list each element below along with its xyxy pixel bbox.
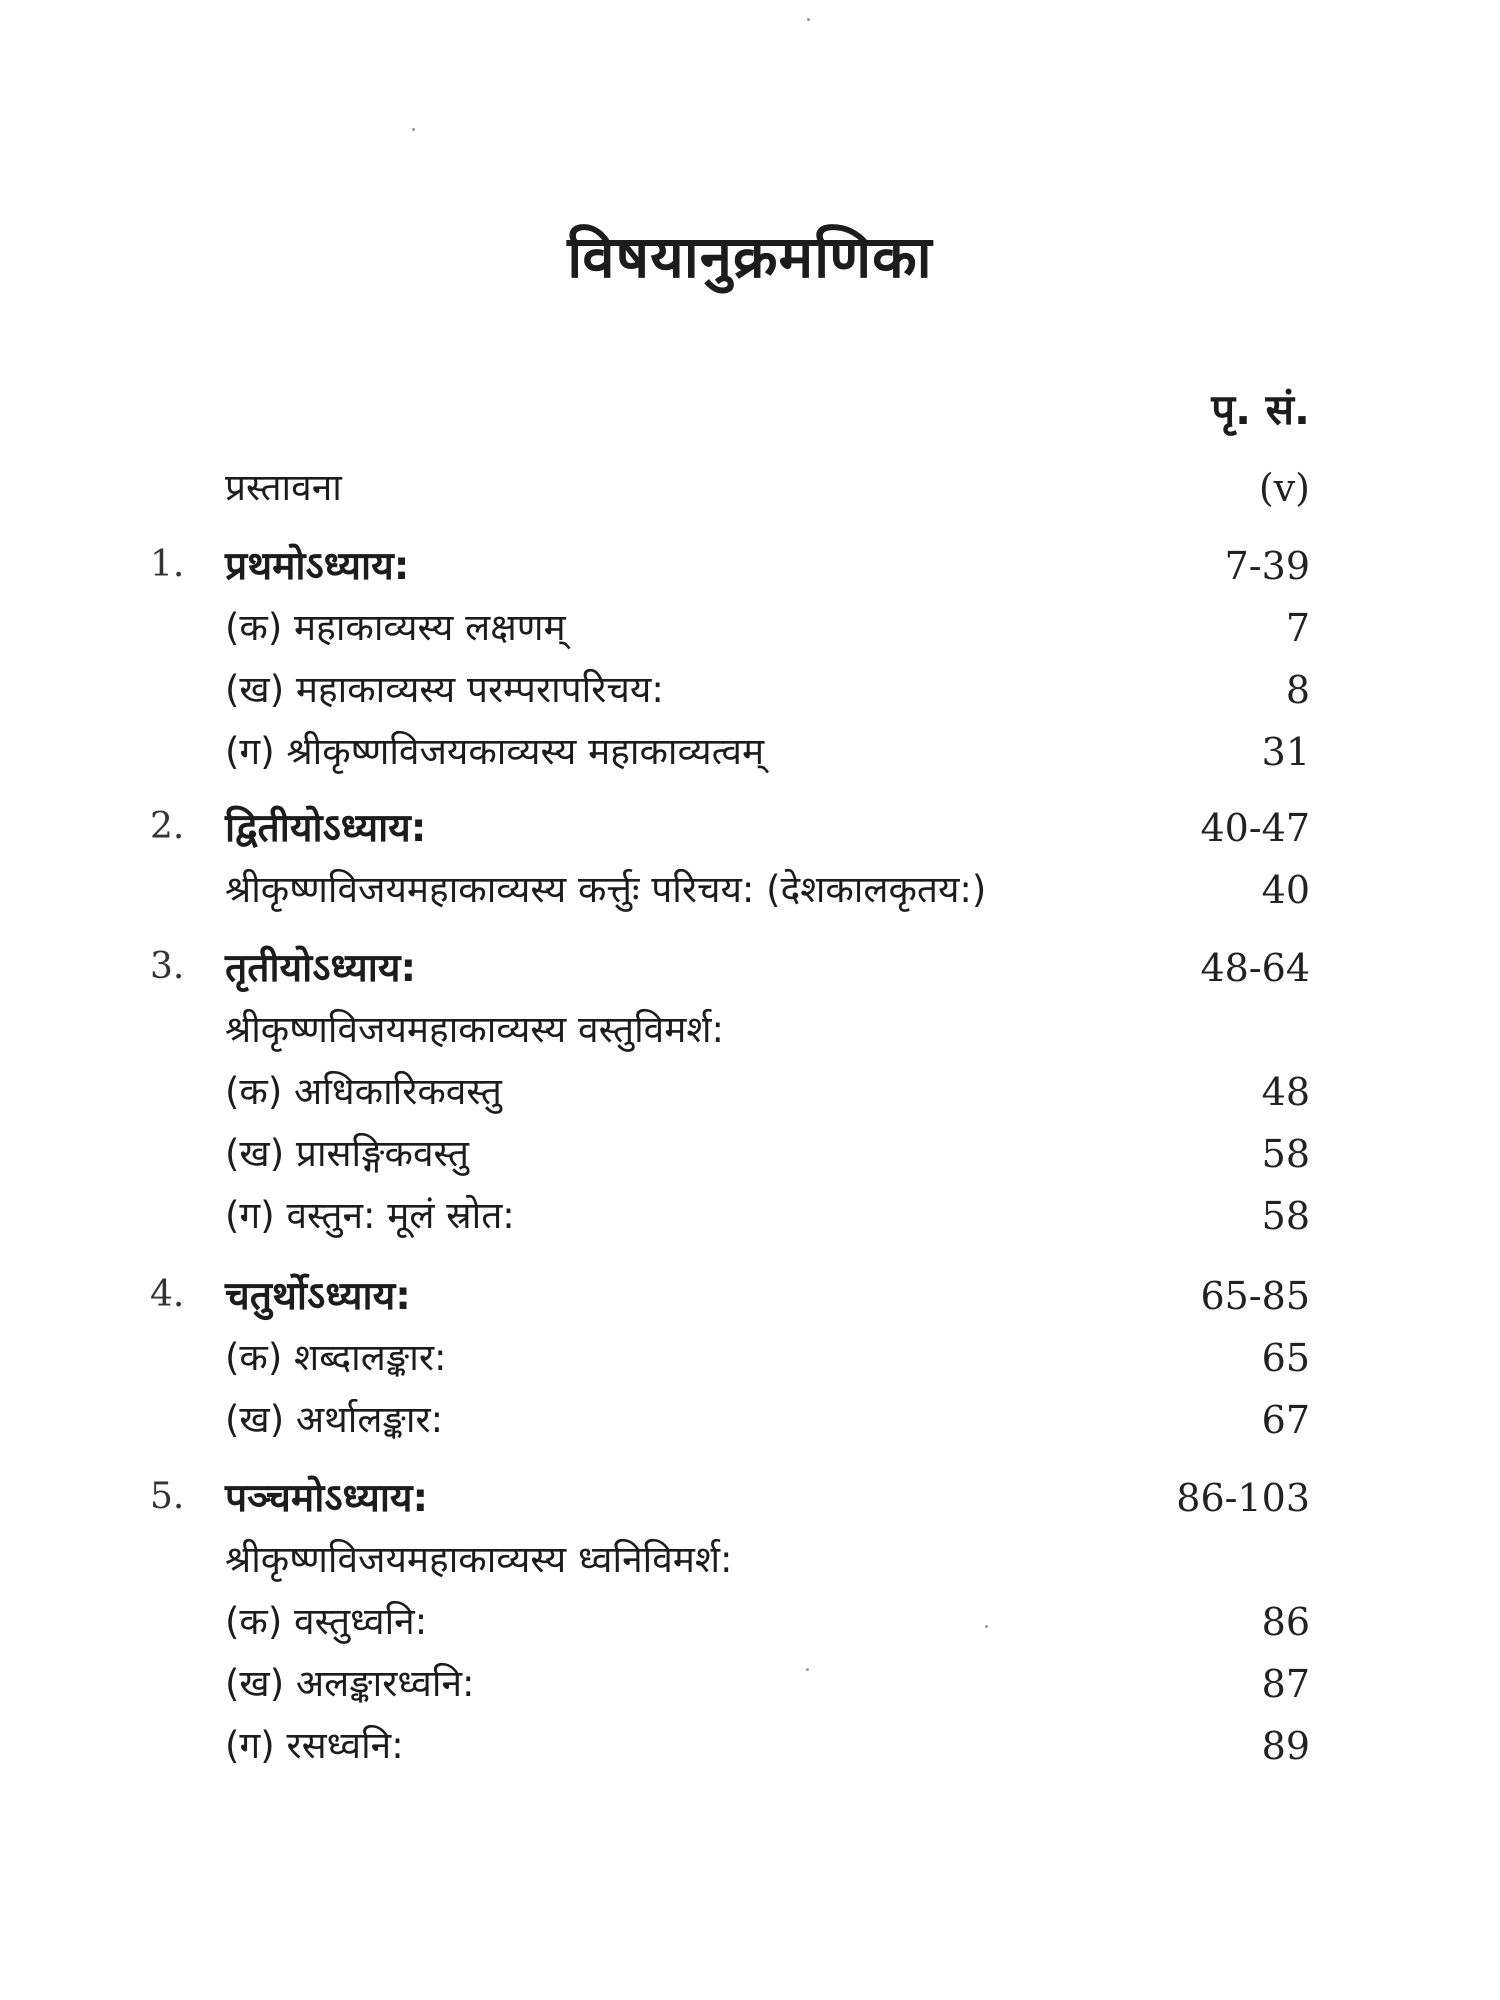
entry-title: श्रीकृष्णविजयमहाकाव्यस्य वस्तुविमर्श: [225,1008,724,1051]
entry-title: (ख) प्रासङ्गिकवस्तु [225,1132,470,1175]
toc-entry-sub [0,1718,1500,1774]
toc-entry-chapter-5 [0,1470,1500,1526]
entry-title: (ख) अलङ्कारध्वनि: [225,1662,475,1705]
toc-entry-chapter-2 [0,800,1500,856]
entry-page: 8 [1285,668,1310,712]
entry-page: 89 [1261,1724,1310,1768]
entry-page: 48 [1261,1070,1310,1114]
entry-page: 31 [1261,730,1310,774]
toc-entry-sub [0,1188,1500,1244]
toc-entry-sub [0,1656,1500,1712]
entry-number: 5. [150,1476,185,1517]
entry-page: 86 [1261,1600,1310,1644]
entry-page: 40 [1261,868,1310,912]
entry-page: 58 [1261,1194,1310,1238]
scan-speck [806,1668,809,1671]
entry-title: प्रस्तावना [225,466,342,509]
entry-title: (क) महाकाव्यस्य लक्षणम् [225,606,566,649]
entry-page: 87 [1261,1662,1310,1706]
entry-page: 40-47 [1200,806,1310,850]
entry-title: श्रीकृष्णविजयमहाकाव्यस्य कर्त्तुः परिचय: (देशकालकृतय:) [225,868,987,911]
entry-number: 4. [150,1274,185,1315]
entry-page: 86-103 [1176,1476,1310,1520]
entry-page: 67 [1261,1398,1310,1442]
entry-page: (v) [1258,466,1310,510]
toc-entry-sub [0,1594,1500,1650]
toc-entry-preface [0,460,1500,516]
entry-title: (ख) महाकाव्यस्य परम्परापरिचय: [225,668,664,711]
toc-entry-sub [0,600,1500,656]
entry-title: द्वितीयोऽध्याय: [225,806,427,851]
entry-title: (क) शब्दालङ्कार: [225,1336,447,1379]
entry-number: 1. [150,544,185,585]
page-number-column-header: पृ. सं. [1211,385,1310,434]
toc-entry-sub [0,1532,1500,1588]
entry-title: पञ्चमोऽध्याय: [225,1476,429,1521]
entry-title: (क) वस्तुध्वनि: [225,1600,428,1643]
entry-page: 58 [1261,1132,1310,1176]
entry-number: 3. [150,946,185,987]
scan-speck [807,18,810,21]
entry-title: (ख) अर्थालङ्कार: [225,1398,444,1441]
entry-title: (क) अधिकारिकवस्तु [225,1070,502,1113]
toc-entry-sub [0,724,1500,780]
entry-page: 7 [1285,606,1310,650]
toc-entry-sub [0,1126,1500,1182]
entry-title: प्रथमोऽध्याय: [225,544,410,589]
entry-title: श्रीकृष्णविजयमहाकाव्यस्य ध्वनिविमर्श: [225,1538,733,1581]
toc-entry-sub [0,662,1500,718]
entry-page: 65-85 [1200,1274,1310,1318]
entry-title: (ग) वस्तुन: मूलं स्रोत: [225,1194,515,1237]
entry-page: 48-64 [1200,946,1310,990]
toc-entry-chapter-3 [0,940,1500,996]
toc-entry-sub [0,1064,1500,1120]
entry-page: 65 [1261,1336,1310,1380]
scan-speck [412,128,415,131]
scan-speck [985,1625,988,1628]
toc-entry-sub [0,862,1500,918]
entry-page: 7-39 [1224,544,1310,588]
entry-title: चतुर्थोऽध्याय: [225,1274,411,1319]
entry-number: 2. [150,806,185,847]
page-title: विषयानुक्रमणिका [567,223,933,291]
toc-entry-sub [0,1392,1500,1448]
entry-title: तृतीयोऽध्याय: [225,946,417,991]
entry-title: (ग) रसध्वनि: [225,1724,404,1767]
toc-entry-sub [0,1002,1500,1058]
entry-title: (ग) श्रीकृष्णविजयकाव्यस्य महाकाव्यत्वम् [225,730,765,773]
toc-entry-chapter-4 [0,1268,1500,1324]
toc-entry-sub [0,1330,1500,1386]
toc-entry-chapter-1 [0,538,1500,594]
